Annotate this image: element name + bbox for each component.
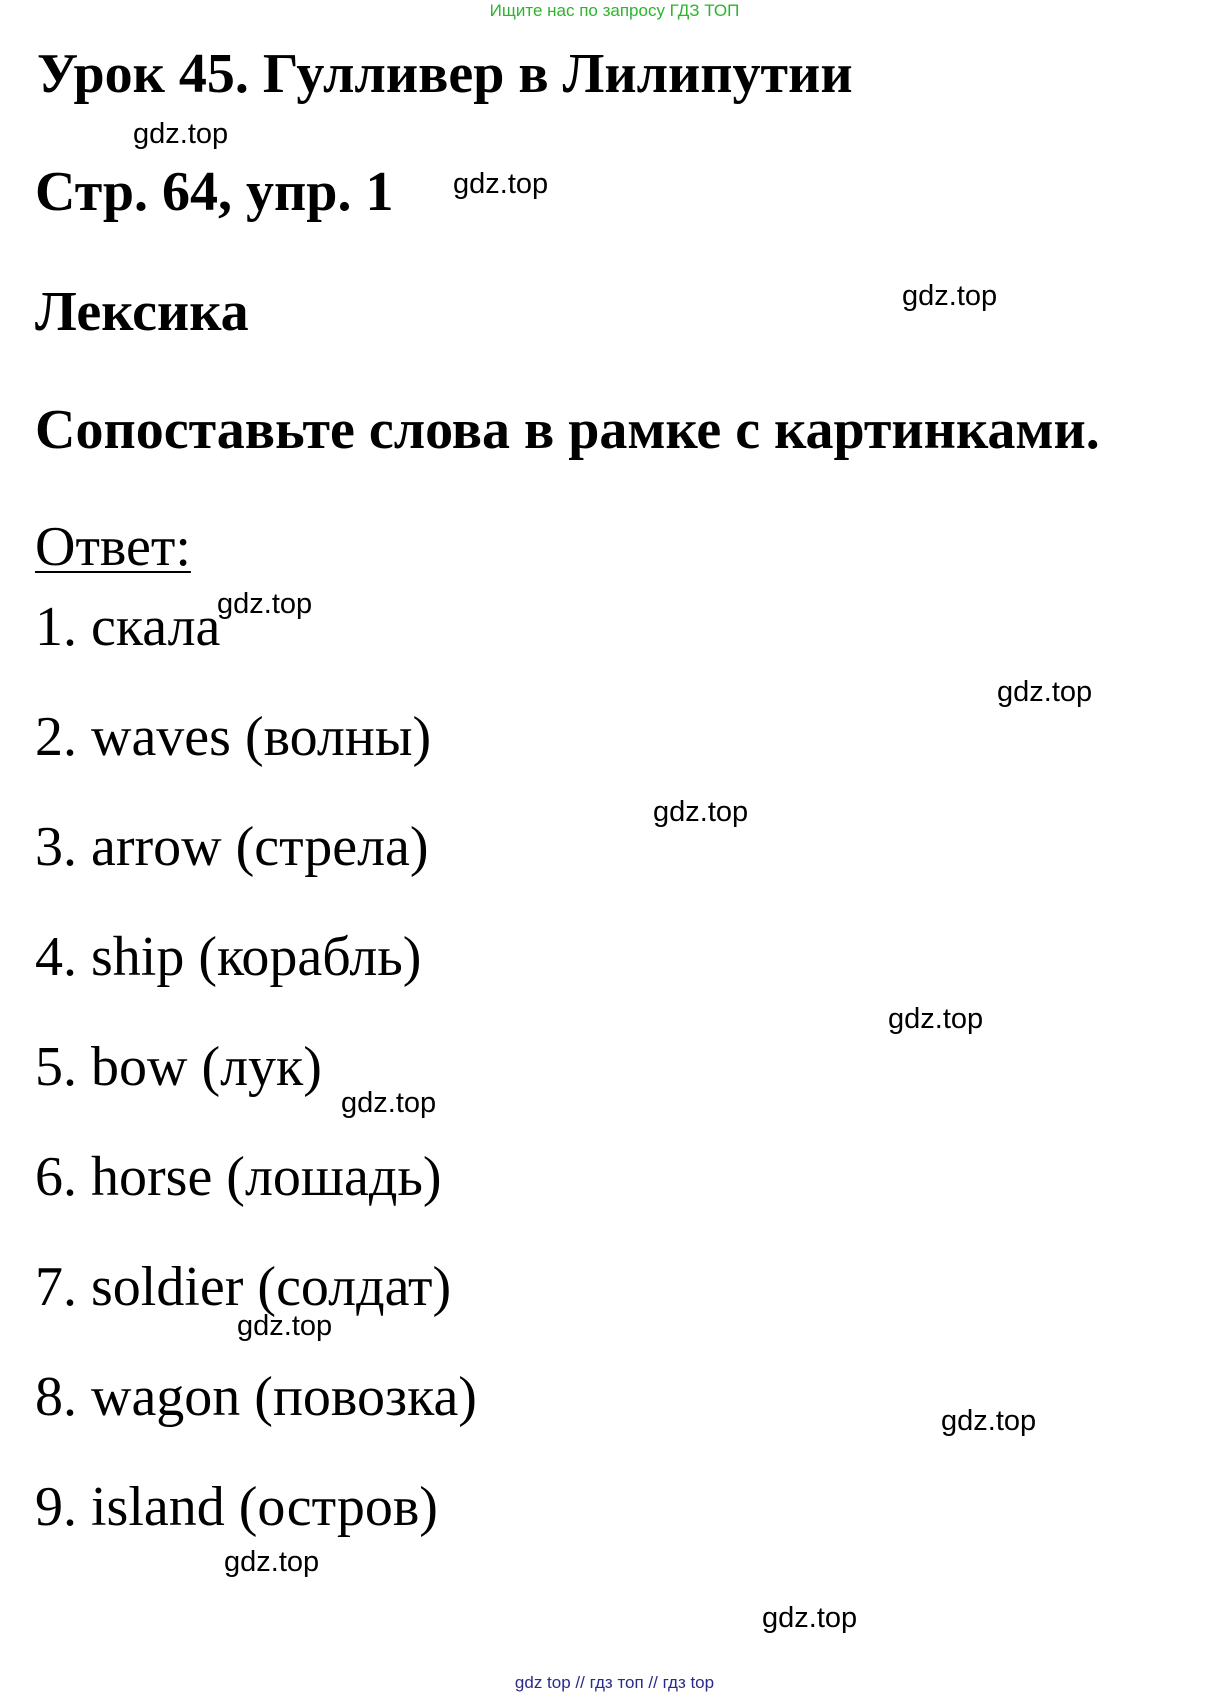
- watermark: gdz.top: [941, 1405, 1037, 1437]
- watermark: gdz.top: [133, 118, 229, 150]
- watermark: gdz.top: [902, 280, 998, 312]
- watermark: gdz.top: [453, 168, 549, 200]
- watermark: gdz.top: [997, 676, 1093, 708]
- watermark: gdz.top: [653, 796, 749, 828]
- answer-item-2: 2. waves (волны): [35, 706, 432, 768]
- answer-item-7: 7. soldier (солдат): [35, 1256, 452, 1318]
- page-reference: Стр. 64, упр. 1: [35, 161, 394, 223]
- task-text: Сопоставьте слова в рамке с картинками.: [35, 399, 1100, 461]
- answer-item-8: 8. wagon (повозка): [35, 1366, 477, 1428]
- answer-item-3: 3. arrow (стрела): [35, 816, 429, 878]
- answer-item-6: 6. horse (лошадь): [35, 1146, 442, 1208]
- answer-item-1: 1. скала: [35, 596, 221, 658]
- watermark: gdz.top: [762, 1602, 858, 1634]
- watermark: gdz.top: [888, 1003, 984, 1035]
- section-heading: Лексика: [35, 281, 249, 343]
- footer-text: gdz top // гдз топ // гдз top: [514, 1673, 715, 1692]
- watermark: gdz.top: [341, 1087, 437, 1119]
- answer-item-5: 5. bow (лук): [35, 1036, 322, 1098]
- watermark: gdz.top: [224, 1546, 320, 1578]
- answer-item-4: 4. ship (корабль): [35, 926, 422, 988]
- watermark: gdz.top: [237, 1310, 333, 1342]
- watermark: gdz.top: [217, 588, 313, 620]
- lesson-title: Урок 45. Гулливер в Лилипутии: [37, 43, 853, 105]
- answer-item-9: 9. island (остров): [35, 1476, 438, 1538]
- top-banner: Ищите нас по запросу ГДЗ ТОП: [489, 1, 740, 20]
- answer-label: Ответ:: [35, 516, 191, 578]
